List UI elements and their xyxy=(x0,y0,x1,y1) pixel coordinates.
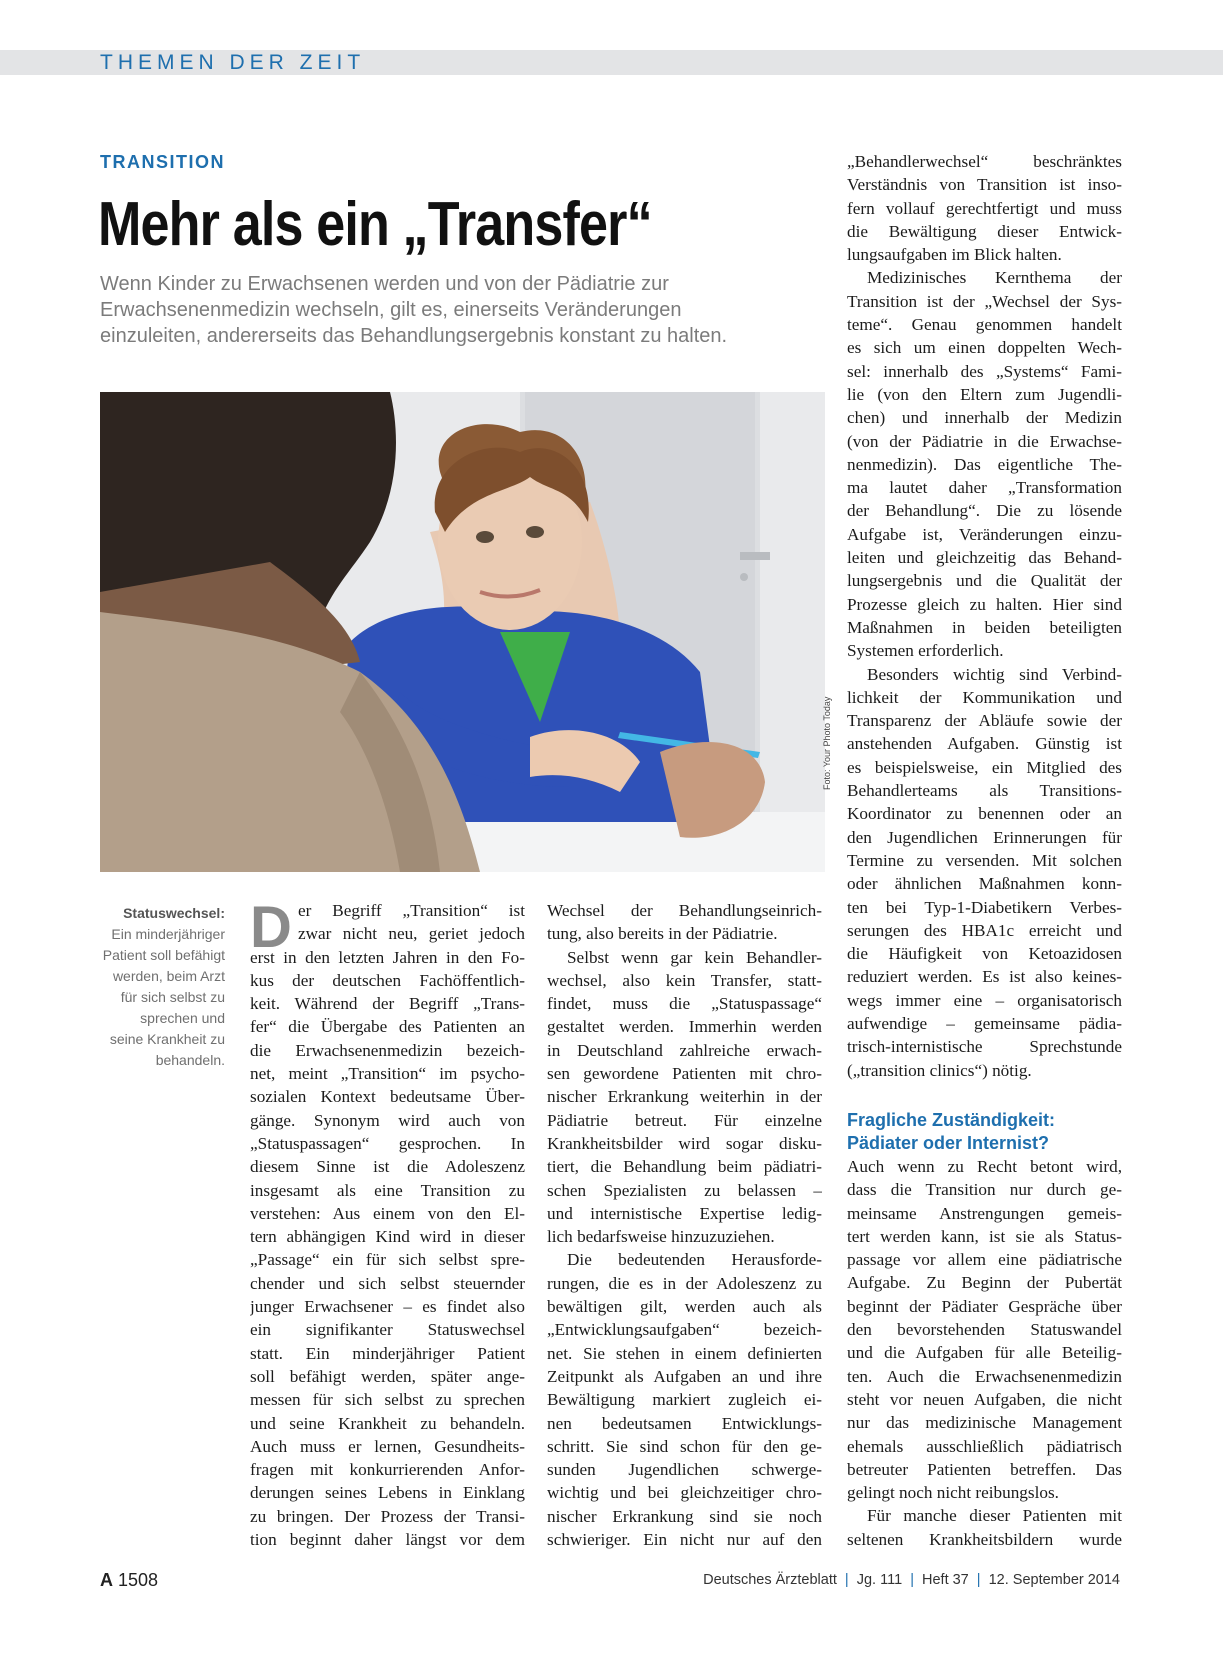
text-line: net, meint „Transition“ im psycho- xyxy=(250,1064,525,1084)
text-line: rungen, die es in der Adoleszenz zu xyxy=(547,1273,822,1293)
text-line: steht vor neuen Aufgaben, die nicht xyxy=(847,1389,1122,1409)
page-number-value: 1508 xyxy=(118,1570,159,1590)
text-line: Verständnis von Transition ist inso- xyxy=(847,175,1122,195)
text-line: die Erwachsenenmedizin bezeich- xyxy=(250,1040,525,1060)
text-line: insgesamt als eine Transition zu xyxy=(250,1180,525,1200)
text-line: lungsaufgaben im Blick halten. xyxy=(847,245,1062,265)
text-line: fern vollauf gerechtfertigt und muss xyxy=(847,198,1122,218)
article-title: Mehr als ein „Transfer“ xyxy=(98,190,652,259)
text-line: dass die Transition nur durch ge- xyxy=(847,1180,1122,1200)
text-line: nenmedizin). Das eigentliche The- xyxy=(847,454,1122,474)
text-line: net. Sie stehen in einem definierten xyxy=(547,1343,822,1363)
text-line: Behandlerteams als Transitions- xyxy=(847,781,1122,801)
drop-cap: D xyxy=(250,895,292,960)
text-line: gänge. Synonym wird auch von xyxy=(250,1110,525,1130)
text-line: Wechsel der Behandlungseinrich- xyxy=(547,901,822,920)
text-line: Termine zu versenden. Mit solchen xyxy=(847,850,1122,870)
text-line: (von der Pädiatrie in die Erwachse- xyxy=(847,431,1122,451)
text-line: der Behandlung“. Die zu lösende xyxy=(847,501,1122,521)
article-lead xyxy=(100,271,835,349)
article-kicker: TRANSITION xyxy=(100,152,225,172)
footer-info xyxy=(703,1572,1120,1588)
body-column-3-continued xyxy=(847,1155,1122,1551)
text-line: diesem Sinne ist die Adoleszenz xyxy=(250,1157,525,1177)
text-line: wegs immer eine – organisatorisch xyxy=(847,990,1122,1010)
text-line: lungsergebnis und die Qualität der xyxy=(847,571,1122,591)
text-line: tung, also bereits in der Pädiatrie. xyxy=(547,924,778,944)
text-line: die Häufigkeit von Ketoazidosen xyxy=(847,944,1122,964)
body-column-2 xyxy=(547,899,822,1551)
text-line: nischer Erkrankung weiterhin in der xyxy=(547,1087,822,1107)
text-line: und internistische Expertise ledig- xyxy=(547,1203,822,1223)
text-line: sen gewordene Patienten mit chro- xyxy=(547,1064,822,1084)
text-line: chender und sich selbst steuernder xyxy=(250,1273,525,1293)
caption-line: für sich selbst zu xyxy=(120,989,225,1005)
footer-separator: | xyxy=(976,1572,981,1588)
text-line: ma lautet daher „Transformation xyxy=(847,478,1122,498)
lead-line: Wenn Kinder zu Erwachsenen werden und von der Pädiatrie zur xyxy=(100,273,669,295)
text-line: lichkeit der Kommunikation und xyxy=(847,687,1122,707)
text-line: Krankheitsbilder wird sogar disku- xyxy=(547,1133,822,1153)
lead-line: Erwachsenenmedizin wechseln, gilt es, einerseits Veränderungen xyxy=(100,299,682,321)
text-line: („transition clinics“) nötig. xyxy=(847,1060,1032,1080)
subheading-line: Fragliche Zuständigkeit: xyxy=(847,1110,1056,1130)
text-line: er Begriff „Transition“ ist xyxy=(298,901,525,920)
text-line: und die Aufgaben für alle Beteilig- xyxy=(847,1343,1122,1363)
text-line: wichtig und bei gleichzeitiger chro- xyxy=(547,1483,822,1503)
text-line: aufwendige – gemeinsame pädia- xyxy=(847,1013,1122,1033)
text-line: lich bedarfsweise hinzuzuziehen. xyxy=(547,1227,775,1247)
text-line: Bewältigung markiert zugleich ei- xyxy=(547,1390,822,1410)
text-line: messen für sich selbst zu sprechen xyxy=(250,1390,525,1410)
text-line: oder ähnlichen Maßnahmen konn- xyxy=(847,874,1122,894)
text-line: Zeitpunkt als Aufgaben an und ihre xyxy=(547,1366,822,1386)
text-line: „Entwicklungsaufgaben“ bezeich- xyxy=(547,1320,822,1340)
text-line: fer“ die Übergabe des Patienten an xyxy=(250,1017,525,1037)
page-letter: A xyxy=(100,1570,113,1590)
text-line: „Behandlerwechsel“ beschränktes xyxy=(847,152,1122,171)
text-line: Für manche dieser Patienten mit xyxy=(867,1506,1122,1526)
text-line: sunden Jugendlichen schwerge- xyxy=(547,1460,822,1480)
text-line: wechsel, also kein Transfer, statt- xyxy=(547,970,822,990)
text-line: seltenen Krankheitsbildern wurde xyxy=(847,1529,1122,1549)
caption-line: Ein minderjähriger xyxy=(111,926,225,942)
text-line: ten. Auch die Erwachsenenmedizin xyxy=(847,1366,1122,1386)
text-line: in Deutschland zahlreiche erwach- xyxy=(547,1040,822,1060)
journal-name: Deutsches Ärzteblatt xyxy=(703,1572,837,1588)
text-line: teme“. Genau genommen handelt xyxy=(847,315,1122,335)
text-line: fragen mit konkurrierenden Anfor- xyxy=(250,1460,525,1480)
text-line: Transition ist der „Wechsel der Sys- xyxy=(847,291,1122,311)
text-line: es sich um einen doppelten Wech- xyxy=(847,338,1122,358)
text-line: schwieriger. Ein nicht nur auf den xyxy=(547,1530,822,1550)
caption-line: seine Krankheit zu xyxy=(109,1031,225,1047)
text-line: kus der deutschen Fachöffentlich- xyxy=(250,970,525,990)
text-line: derungen seines Lebens in Einklang xyxy=(250,1483,525,1503)
caption-heading: Statuswechsel: xyxy=(123,905,225,921)
text-line: die Bewältigung dieser Entwick- xyxy=(847,221,1122,241)
text-line: ten bei Typ-1-Diabetikern Verbes- xyxy=(847,897,1122,917)
text-line: „Statuspassagen“ gesprochen. In xyxy=(250,1133,525,1153)
text-line: ein signifikanter Statuswechsel xyxy=(250,1320,525,1340)
text-line: tern abhängigen Kind wird in dieser xyxy=(250,1227,525,1247)
text-line: nur das medizinische Management xyxy=(847,1413,1122,1433)
text-line: es beispielsweise, ein Mitglied des xyxy=(847,757,1122,777)
text-line: schen Spezialisten zu belassen – xyxy=(547,1180,822,1200)
text-line: bewältigen gilt, werden auch als xyxy=(547,1297,822,1317)
journal-volume: Jg. 111 xyxy=(856,1572,903,1588)
text-line: und seine Krankheit zu behandeln. xyxy=(250,1413,525,1433)
text-line: nen bedeutsamen Entwicklungs- xyxy=(547,1413,822,1433)
text-line: Aufgabe. Zu Beginn der Pubertät xyxy=(847,1273,1122,1293)
caption-line: Patient soll befähigt xyxy=(102,947,225,963)
text-line: serungen des HBA1c erreicht und xyxy=(847,920,1122,940)
text-line: Die bedeutenden Herausforde- xyxy=(567,1250,822,1270)
text-line: zwar nicht neu, geriet jedoch xyxy=(298,924,525,944)
issue-date: 12. September 2014 xyxy=(988,1572,1120,1588)
text-line: anstehenden Aufgaben. Günstig ist xyxy=(847,734,1122,754)
text-line: statt. Ein minderjähriger Patient xyxy=(250,1343,525,1363)
text-line: lie (von den Eltern zum Jugendli- xyxy=(847,384,1122,404)
text-line: trisch-internistische Sprechstunde xyxy=(847,1037,1122,1057)
text-line: sozialen Kontext bedeutsame Über- xyxy=(250,1087,525,1107)
photo-illustration xyxy=(100,392,825,872)
lead-line: einzuleiten, andererseits das Behandlungsergebnis konstant zu halten. xyxy=(100,325,728,347)
text-line: Maßnahmen in beiden beteiligten xyxy=(847,617,1122,637)
text-line: Prozesse gleich zu halten. Hier sind xyxy=(847,594,1122,614)
text-line: erst in den letzten Jahren in den Fo- xyxy=(250,947,525,967)
text-line: betreuter Patienten betreffen. Das xyxy=(847,1459,1122,1479)
page-number xyxy=(100,1570,158,1591)
journal-issue: Heft 37 xyxy=(922,1572,969,1588)
text-line: Aufgabe ist, Veränderungen einzu- xyxy=(847,524,1122,544)
text-line: Medizinisches Kernthema der xyxy=(867,268,1122,288)
caption-line: werden, beim Arzt xyxy=(112,968,225,984)
text-line: Koordinator zu benennen oder an xyxy=(847,804,1122,824)
text-line: verstehen: Aus einem von den El- xyxy=(250,1203,525,1223)
text-line: Besonders wichtig sind Verbind- xyxy=(867,664,1122,684)
article-photo xyxy=(100,392,825,872)
text-line: findet, muss die „Statuspassage“ xyxy=(547,994,822,1014)
footer-separator: | xyxy=(910,1572,914,1588)
text-line: Selbst wenn gar kein Behandler- xyxy=(567,947,822,967)
text-line: passage vor allem eine pädiatrische xyxy=(847,1250,1122,1270)
footer-separator: | xyxy=(844,1572,849,1588)
text-line: reduziert werden. Es ist also keines- xyxy=(847,967,1122,987)
text-line: Transparenz der Abläufe sowie der xyxy=(847,711,1122,731)
text-line: soll befähigt werden, später ange- xyxy=(250,1366,525,1386)
text-line: gestaltet werden. Immerhin werden xyxy=(547,1017,822,1037)
body-column-1 xyxy=(250,895,525,1551)
text-line: junger Erwachsener – es findet also xyxy=(250,1297,525,1317)
section-subheading xyxy=(847,1109,1137,1155)
subheading-line: Pädiater oder Internist? xyxy=(847,1133,1050,1153)
text-line: Systemen erforderlich. xyxy=(847,641,1004,661)
text-line: tert werden kann, ist sie als Status- xyxy=(847,1226,1122,1246)
text-line: nischer Erkrankung sind sie noch xyxy=(547,1506,822,1526)
text-line: zu bringen. Der Prozess der Transi- xyxy=(250,1506,525,1526)
photo-caption xyxy=(100,903,225,1071)
text-line: den bevorstehenden Statuswandel xyxy=(847,1320,1122,1340)
text-line: sel: innerhalb des „Systems“ Fami- xyxy=(847,361,1122,381)
text-line: tiert, die Behandlung beim pädiatri- xyxy=(547,1157,822,1177)
text-line: leiten und gleichzeitig das Behand- xyxy=(847,548,1122,568)
text-line: keit. Während der Begriff „Trans- xyxy=(250,994,525,1014)
text-line: den Jugendlichen Erinnerungen für xyxy=(847,827,1122,847)
photo-credit: Foto: Your Photo Today xyxy=(822,696,832,790)
text-line: „Passage“ ein für sich selbst spre- xyxy=(250,1250,525,1270)
text-line: beginnt der Pädiater Gespräche über xyxy=(847,1296,1122,1316)
caption-line: sprechen und xyxy=(140,1010,225,1026)
text-line: schritt. Sie sind schon für den ge- xyxy=(547,1436,822,1456)
text-line: chen) und innerhalb der Medizin xyxy=(847,408,1122,428)
text-line: Pädiatrie betreut. Für einzelne xyxy=(547,1110,822,1130)
text-line: ehemals ausschließlich pädiatrisch xyxy=(847,1436,1122,1456)
text-line: Auch muss er lernen, Gesundheits- xyxy=(250,1436,525,1456)
text-line: meinsame Anstrengungen gemeis- xyxy=(847,1203,1122,1223)
caption-line: behandeln. xyxy=(155,1052,225,1068)
text-line: gelingt noch nicht reibungslos. xyxy=(847,1483,1059,1503)
text-line: tion beginnt daher längst vor dem xyxy=(250,1530,525,1550)
section-label: THEMEN DER ZEIT xyxy=(100,51,366,74)
body-column-3 xyxy=(847,150,1122,1082)
text-line: Auch wenn zu Recht betont wird, xyxy=(847,1157,1122,1176)
